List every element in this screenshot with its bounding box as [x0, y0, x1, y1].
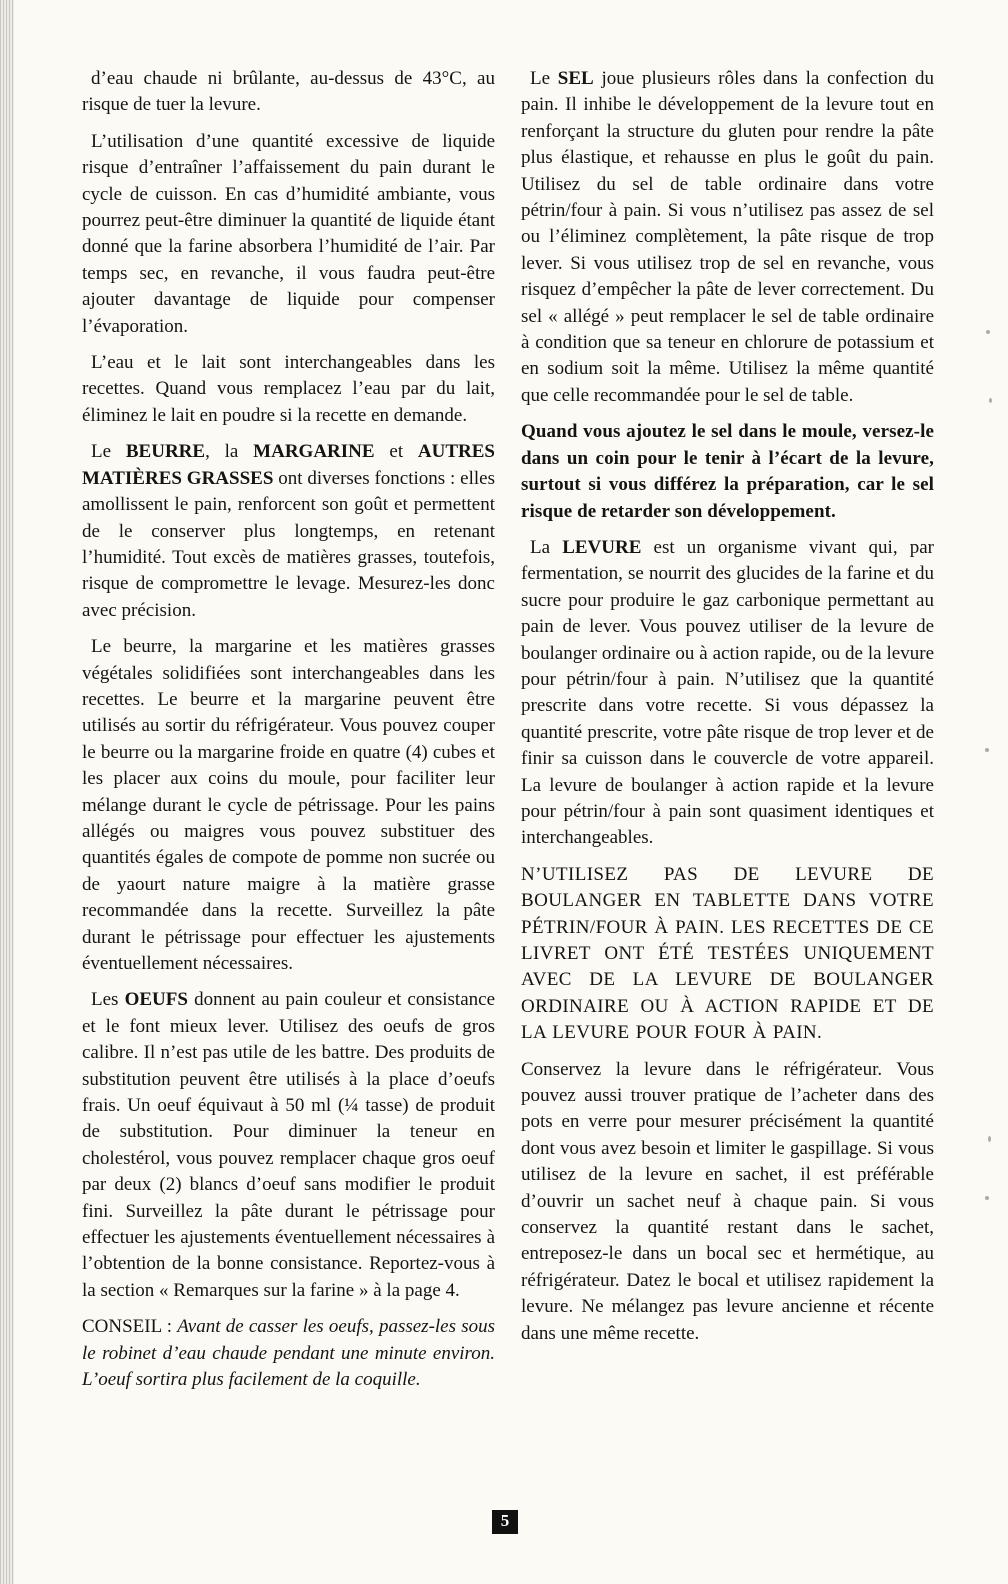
- scan-speck: [989, 398, 992, 403]
- page-body: [82, 66, 934, 1404]
- paragraph-liquid-quantity: L’utilisation d’une quantité excessive de liquide risque d’entraîner l’affaissement du pain durant le cycle de cuisson. En cas d’humidité ambiante, vous pourrez peut-être diminuer la quantité de liquide étant donné que la farine absorbera l’humidité de l’air. Par temps sec, en revanche, il vous faudra peut-être ajouter davantage de liquide pour compenser l’évaporation.: [82, 130, 495, 337]
- paragraph-yeast-tablet-warning: N’UTILISEZ PAS DE LEVURE DE BOULANGER EN TABLETTE DANS VOTRE PÉTRIN/FOUR À PAIN. LES RECETTES DE CE LIVRET ONT ÉTÉ TESTÉES UNIQUEMENT AVEC DE LA LEVURE DE BOULANGER ORDINAIRE OU À ACTION RAPIDE ET DE LA LEVURE POUR FOUR À PAIN.: [521, 863, 934, 1044]
- paragraph-yeast-description: La LEVURE est un organisme vivant qui, par fermentation, se nourrit des glucides de la farine et du sucre pour produire le gaz carbonique permettant au pain de lever. Vous pouvez utiliser de la levure de boulanger ordinaire ou à action rapide, ou de la levure pour pétrin/four à pain. N’utilisez que la quantité prescrite dans votre recette. Si vous dépassez la quantité prescrite, votre pâte risque de trop lever et de finir sa cuisson dans le couvercle de votre appareil. La levure de boulanger à action rapide et la levure pour pétrin/four à pain sont quasiment identiques et interchangeables.: [521, 536, 935, 849]
- paragraph-butter-margarine-roles: Le BEURRE, la MARGARINE et AUTRES MATIÈRES GRASSES ont diverses fonctions : elles amollissent le pain, renforcent son goût et permettent de le conserver plus longtemps, en retenant l’humidité. Tout excès de matières grasses, toutefois, risque de compromettre le levage. Mesurez-les donc avec précision.: [82, 441, 495, 621]
- scan-speck: [986, 330, 990, 334]
- paragraph-conseil-tip: CONSEIL : Avant de casser les oeufs, passez-les sous le robinet d’eau chaude pendant une minute environ. L’oeuf sortira plus facilement de la coquille.: [82, 1316, 495, 1391]
- paragraph-yeast-storage: Conservez la levure dans le réfrigérateur. Vous pouvez aussi trouver pratique de l’acheter dans des pots en verre pour mesurer précisément la quantité dont vous avez besoin et limiter le gaspillage. Si vous utilisez de la levure en sachet, il est préférable d’ouvrir un sachet neuf à chaque pain. Si vous conservez la quantité restant dans le sachet, entreposez-le dans un bocal sec et hermétique, au réfrigérateur. Datez le bocal et utilisez rapidement la levure. Ne mélangez pas levure ancienne et récente dans une même recette.: [521, 1058, 934, 1344]
- right-column: [521, 66, 934, 1404]
- paragraph-water-temperature: d’eau chaude ni brûlante, au-dessus de 43°C, au risque de tuer la levure.: [82, 68, 495, 116]
- paragraph-salt-roles: Le SEL joue plusieurs rôles dans la confection du pain. Il inhibe le développement de la levure tout en renforçant la structure du gluten pour rendre la pâte plus élastique, et rehausse en plus le goût du pain. Utilisez du sel de table ordinaire dans votre pétrin/four à pain. Si vous n’utilisez pas assez de sel ou l’éliminez complètement, la pâte risque de trop lever. Si vous utilisez trop de sel en revanche, vous risquez d’empêcher la pâte de lever correctement. Du sel « allégé » peut remplacer le sel de table ordinaire à condition que sa teneur en chlorure de potassium et en sodium soit la même. Utilisez la même quantité que celle recommandée pour le sel de table.: [521, 68, 934, 406]
- binding-edge-texture: [0, 0, 14, 1584]
- paragraph-butter-usage: Le beurre, la margarine et les matières grasses végétales solidifiées sont interchangeables dans les recettes. Le beurre et la margarine peuvent être utilisés au sortir du réfrigérateur. Vous pouvez couper le beurre ou la margarine froide en quatre (4) cubes et les placer aux coins du moule, pour faciliter leur mélange durant le cycle de pétrissage. Pour les pains allégés ou maigres vous pouvez substituer des quantités égales de compote de pomme non sucrée ou de yaourt nature maigre à la matière grasse recommandée dans la recette. Surveillez la pâte durant le pétrissage pour effectuer les ajustements éventuellement nécessaires.: [82, 636, 495, 974]
- paragraph-eggs: Les OEUFS donnent au pain couleur et consistance et le font mieux lever. Utilisez des oeufs de gros calibre. Il n’est pas utile de les battre. Des produits de substitution peuvent être utilisés à la place d’oeufs frais. Un oeuf équivaut à 50 ml (¼ tasse) de produit de substitution. Pour diminuer la teneur en cholestérol, vous pouvez remplacer chaque gros oeuf par deux (2) blancs d’oeuf sans modifier le produit fini. Surveillez la pâte durant le pétrissage pour effectuer les ajustements éventuellement nécessaires à l’obtention de la bonne consistance. Reportez-vous à la section « Remarques sur la farine » à la page 4.: [82, 989, 495, 1301]
- paragraph-water-milk-interchange: L’eau et le lait sont interchangeables dans les recettes. Quand vous remplacez l’eau par du lait, éliminez le lait en poudre si la recette en demande.: [82, 352, 495, 426]
- scan-speck: [988, 1136, 991, 1142]
- paragraph-salt-placement-warning: Quand vous ajoutez le sel dans le moule, versez-le dans un coin pour le tenir à l’écart de la levure, surtout si vous différez la préparation, car le sel risque de retarder son développement.: [521, 421, 934, 522]
- page-number-badge: 5: [492, 1510, 518, 1534]
- left-column: [82, 66, 495, 1404]
- scan-speck: [985, 748, 989, 752]
- scan-speck: [985, 1196, 989, 1200]
